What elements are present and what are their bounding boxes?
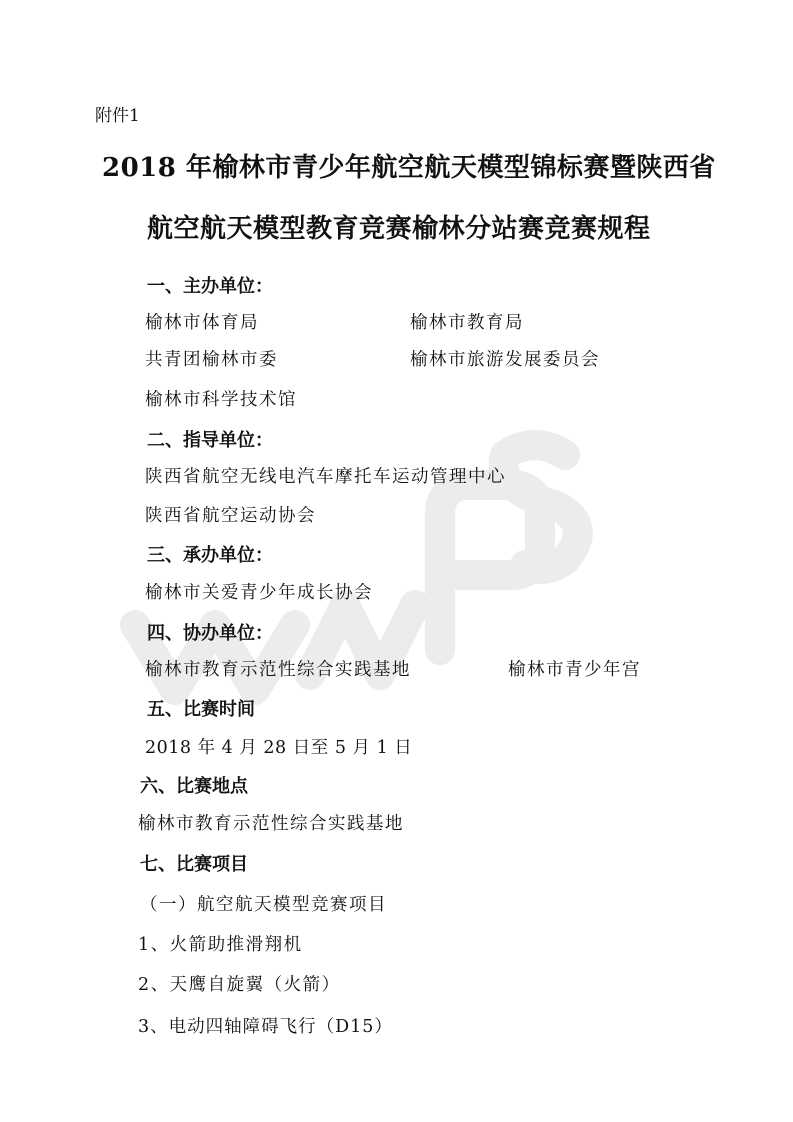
attachment-label: 附件1 <box>95 106 140 126</box>
host-unit: 共青团榆林市委 <box>145 350 278 370</box>
co-organizer-unit: 榆林市教育示范性综合实践基地 <box>145 660 411 680</box>
guiding-unit: 陕西省航空运动协会 <box>145 506 316 526</box>
section-2-heading: 二、指导单位： <box>147 430 273 451</box>
section-5-heading: 五、比赛时间 <box>147 699 255 720</box>
document-title-line-2: 航空航天模型教育竞赛榆林分站赛竞赛规程 <box>147 214 651 244</box>
section-1-heading: 一、主办单位： <box>147 276 273 297</box>
event-item: 1、火箭助推滑翔机 <box>138 935 303 955</box>
section-7-heading: 七、比赛项目 <box>140 854 248 875</box>
document-title-line-1: 2018 年榆林市青少年航空航天模型锦标赛暨陕西省 <box>102 153 716 183</box>
section-6-heading: 六、比赛地点 <box>140 776 248 797</box>
guiding-unit: 陕西省航空无线电汽车摩托车运动管理中心 <box>145 467 506 487</box>
events-subheading: （一）航空航天模型竞赛项目 <box>140 895 387 915</box>
event-item: 3、电动四轴障碍飞行（D15） <box>138 1017 393 1037</box>
host-unit: 榆林市体育局 <box>145 313 259 333</box>
organizer-unit: 榆林市关爱青少年成长协会 <box>145 583 373 603</box>
host-unit: 榆林市科学技术馆 <box>145 390 297 410</box>
section-3-heading: 三、承办单位： <box>147 545 273 566</box>
host-unit: 榆林市教育局 <box>410 313 524 333</box>
section-4-heading: 四、协办单位： <box>147 623 273 644</box>
host-unit: 榆林市旅游发展委员会 <box>410 350 600 370</box>
competition-venue: 榆林市教育示范性综合实践基地 <box>138 814 404 834</box>
co-organizer-unit: 榆林市青少年宫 <box>508 660 641 680</box>
event-item: 2、天鹰自旋翼（火箭） <box>138 975 341 995</box>
competition-dates: 2018 年 4 月 28 日至 5 月 1 日 <box>145 738 413 758</box>
